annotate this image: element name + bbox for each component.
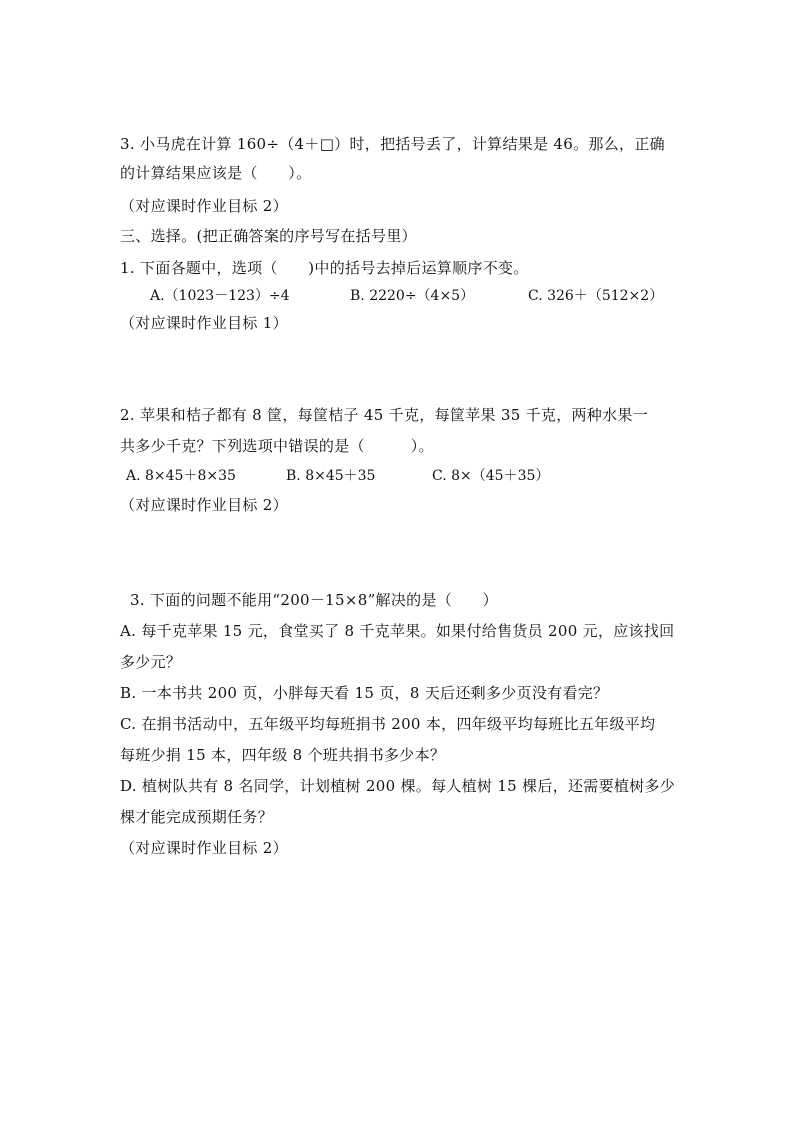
mc1-options <box>120 286 680 306</box>
mc1-question: 1. 下面各题中，选项（ )中的括号去掉后运算顺序不变。 <box>120 259 529 277</box>
mc2-line-1: 2. 苹果和桔子都有 8 筐，每筐桔子 45 千克，每筐苹果 35 千克，两种水果一 <box>120 406 649 424</box>
mc1-option-b: B. 2220÷（4×5） <box>350 288 475 304</box>
mc3-option-d-line-1: D. 植树队共有 8 名同学，计划植树 200 棵。每人植树 15 棵后，还需要植树多少 <box>120 777 676 795</box>
mc1-option-a: A.（1023－123）÷4 <box>150 288 290 304</box>
mc2-options <box>120 466 680 486</box>
mc2-target: （对应课时作业目标 2） <box>120 496 288 514</box>
mc3-option-b: B. 一本书共 200 页，小胖每天看 15 页，8 天后还剩多少页没有看完？ <box>120 684 609 702</box>
mc2-line-2: 共多少千克？下列选项中错误的是（ ）。 <box>120 437 434 455</box>
q3-line-1: 3. 小马虎在计算 160÷（4＋□）时，把括号丢了，计算结果是 46。那么，正确 <box>120 135 665 153</box>
mc1-option-c: C. 326＋（512×2） <box>528 288 664 304</box>
q3-line-2: 的计算结果应该是（ ）。 <box>120 164 312 182</box>
mc2-option-c: C. 8×（45＋35） <box>432 468 550 484</box>
q3-target: （对应课时作业目标 2） <box>120 197 288 215</box>
mc3-option-d-line-2: 棵才能完成预期任务？ <box>120 808 274 826</box>
mc3-option-c-line-2: 每班少捐 15 本，四年级 8 个班共捐书多少本？ <box>120 746 446 764</box>
section-heading: 三、选择。(把正确答案的序号写在括号里） <box>120 227 417 245</box>
mc3-target: （对应课时作业目标 2） <box>120 839 288 857</box>
mc2-option-a: A. 8×45＋8×35 <box>126 468 236 484</box>
mc3-option-c-line-1: C. 在捐书活动中，五年级平均每班捐书 200 本，四年级平均每班比五年级平均 <box>120 715 656 733</box>
mc3-option-a-line-2: 多少元？ <box>120 653 182 671</box>
mc2-option-b: B. 8×45＋35 <box>286 468 376 484</box>
mc3-option-a-line-1: A. 每千克苹果 15 元，食堂买了 8 千克苹果。如果付给售货员 200 元，应该找回 <box>120 622 675 640</box>
mc1-target: （对应课时作业目标 1） <box>120 314 288 332</box>
mc3-question: 3. 下面的问题不能用“200－15×8”解决的是（ ） <box>130 591 498 609</box>
